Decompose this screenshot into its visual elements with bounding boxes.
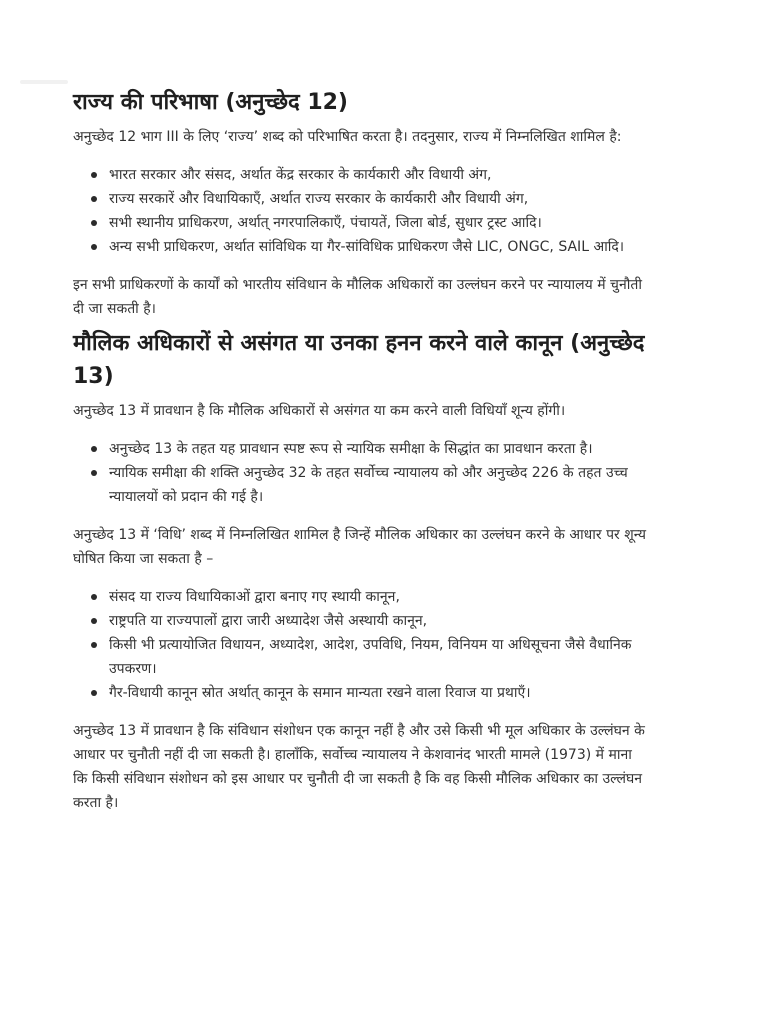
state-definition-list — [73, 163, 648, 259]
judicial-review-list — [73, 437, 648, 509]
list-item: राष्ट्रपति या राज्यपालों द्वारा जारी अध्यादेश जैसे अस्थायी कानून, — [109, 609, 648, 633]
page-corner-divider — [20, 80, 68, 84]
list-item: किसी भी प्रत्यायोजित विधायन, अध्यादेश, आदेश, उपविधि, नियम, विनियम या अधिसूचना जैसे वैधानिक उपकरण। — [109, 633, 648, 681]
list-item: राज्य सरकारें और विधायिकाएँ, अर्थात राज्य सरकार के कार्यकारी और विधायी अंग, — [109, 187, 648, 211]
article-12-closing-paragraph: इन सभी प्राधिकरणों के कार्यों को भारतीय संविधान के मौलिक अधिकारों का उल्लंघन करने पर न्यायालय में चुनौती दी जा सकती है। — [73, 277, 642, 317]
article-12-intro-paragraph: अनुच्छेद 12 भाग III के लिए ‘राज्य’ शब्द को परिभाषित करता है। तदनुसार, राज्य में निम्नलिखित शामिल है: — [73, 129, 622, 145]
article-content — [73, 86, 648, 815]
section-heading-article-13: मौलिक अधिकारों से असंगत या उनका हनन करने वाले कानून (अनुच्छेद 13) — [73, 331, 645, 389]
list-item: गैर-विधायी कानून स्रोत अर्थात् कानून के समान मान्यता रखने वाला रिवाज या प्रथाएँ। — [109, 681, 648, 705]
list-item: न्यायिक समीक्षा की शक्ति अनुच्छेद 32 के तहत सर्वोच्च न्यायालय को और अनुच्छेद 226 के तहत उच्च न्यायालयों को प्रदान की गई है। — [109, 461, 648, 509]
article-13-intro-paragraph: अनुच्छेद 13 में प्रावधान है कि मौलिक अधिकारों से असंगत या कम करने वाली विधियाँ शून्य होंगी। — [73, 403, 566, 419]
list-item: भारत सरकार और संसद, अर्थात केंद्र सरकार के कार्यकारी और विधायी अंग, — [109, 163, 648, 187]
list-item: संसद या राज्य विधायिकाओं द्वारा बनाए गए स्थायी कानून, — [109, 585, 648, 609]
section-heading-article-12: राज्य की परिभाषा (अनुच्छेद 12) — [73, 90, 348, 115]
list-item: अन्य सभी प्राधिकरण, अर्थात सांविधिक या गैर-सांविधिक प्राधिकरण जैसे LIC, ONGC, SAIL आदि। — [109, 235, 648, 259]
law-types-list — [73, 585, 648, 705]
law-definition-paragraph: अनुच्छेद 13 में ‘विधि’ शब्द में निम्नलिखित शामिल है जिन्हें मौलिक अधिकार का उल्लंघन करने के आधार पर शून्य घोषित किया जा सकता है – — [73, 527, 646, 567]
constitutional-amendment-paragraph: अनुच्छेद 13 में प्रावधान है कि संविधान संशोधन एक कानून नहीं है और उसे किसी भी मूल अधिकार के उल्लंघन के आधार पर चुनौती नहीं दी जा सकती है। हालाँकि, सर्वोच्च न्यायालय ने केशवानंद भारती मामले (1973) में माना कि किसी संविधान संशोधन को इस आधार पर चुनौती दी जा सकती है कि वह किसी मौलिक अधिकार का उल्लंघन करता है। — [73, 723, 645, 811]
list-item: अनुच्छेद 13 के तहत यह प्रावधान स्पष्ट रूप से न्यायिक समीक्षा के सिद्धांत का प्रावधान करता है। — [109, 437, 648, 461]
list-item: सभी स्थानीय प्राधिकरण, अर्थात् नगरपालिकाएँ, पंचायतें, जिला बोर्ड, सुधार ट्रस्ट आदि। — [109, 211, 648, 235]
